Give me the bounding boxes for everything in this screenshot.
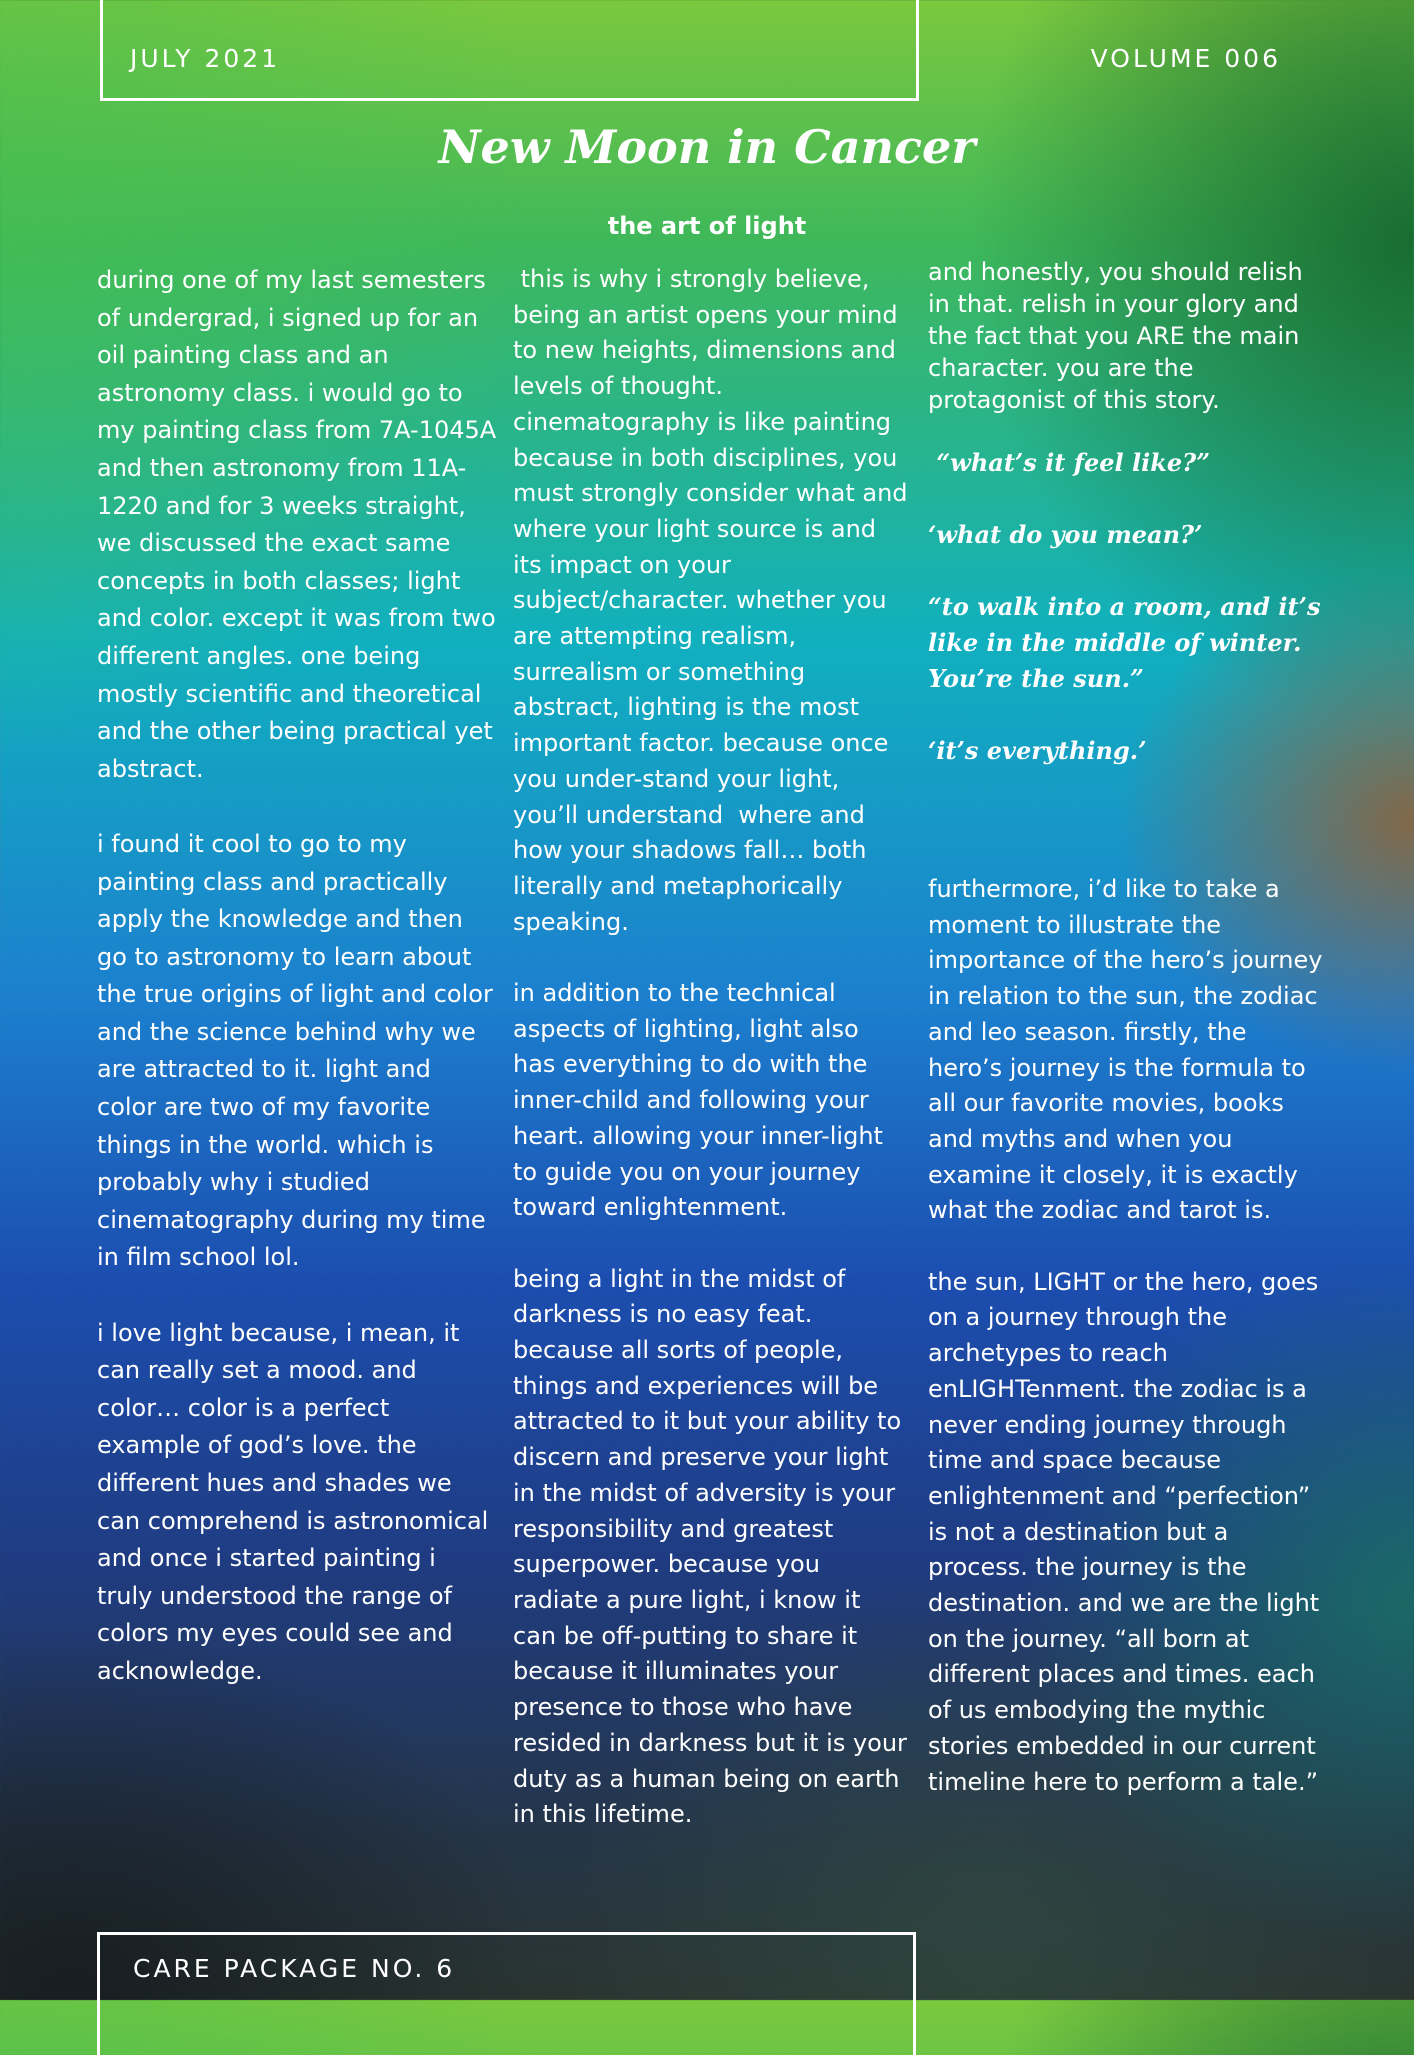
issue-volume: VOLUME 006 [1090,44,1281,73]
column-3-intro-paragraph: and honestly, you should relish in that. relish in your glory and the fact that you ARE the main character. you are the protagonist of this story. [928,258,1303,414]
footer-label: CARE PACKAGE NO. 6 [133,1954,456,1983]
page-subtitle: the art of light [607,212,807,240]
footer-frame [97,1932,916,2055]
issue-date: JULY 2021 [130,44,281,73]
column-2 [513,262,916,1833]
dialogue-quotes [928,445,1338,805]
column-3-intro [928,256,1328,416]
quote-1: “what’s it feel like?” [928,448,1211,477]
column-1-paragraph-2: i found it cool to go to my painting class and practically apply the knowledge and then go to astronomy to learn about the true origins of light and color and the science behind why we are attracted to it. light and color are two of my favorite things in the world. which is probably why i studied cinematography during my time in film school lol. [97,829,493,1272]
column-1-paragraph-3: i love light because, i mean, it can really set a mood. and color… color is a perfect example of god’s love. the different hues and shades we can comprehend is astronomical and once i started painting i truly understood the range of colors my eyes could see and acknowledge. [97,1318,489,1685]
quote-4: ‘it’s everything.’ [928,736,1147,765]
column-1 [97,262,497,1691]
page-title: New Moon in Cancer [438,120,976,174]
column-3-paragraph-2: furthermore, i’d like to take a moment to illustrate the importance of the hero’s journey in relation to the sun, the zodiac and leo season. firstly, the hero’s journey is the formula to all our favorite movies, books and myths and when you examine it closely, it is exactly what the zodiac and tarot is. [928,875,1323,1225]
column-3 [928,872,1328,1800]
column-2-paragraph-1: this is why i strongly believe, being an artist opens your mind to new heights, dimensions and levels of thought. cinematography is like painting because in both disciplines, you must strongly consider what and where your light source is and its impact on your subject/character. whether you are attempting realism, surrealism or something abstract, lighting is the most important factor. because once you under-stand your light, you’ll understand where and how your shadows fall… both literally and metaphorically speaking. [513,265,916,936]
column-2-paragraph-2: in addition to the technical aspects of lighting, light also has everything to do with the inner-child and following your heart. allowing your inner-light to guide you on your journey toward enlightenment. [513,979,883,1222]
column-1-paragraph-1: during one of my last semesters of undergrad, i signed up for an oil painting class and an astronomy class. i would go to my painting class from 7A-1045A and then astronomy from 11A-1220 and for 3 weeks straight, we discussed the exact same concepts in both classes; light and color. except it was from two different angles. one being mostly scientific and theoretical and the other being practical yet abstract. [97,266,497,783]
quote-2: ‘what do you mean?’ [928,520,1203,549]
column-2-paragraph-3: being a light in the midst of darkness is no easy feat. because all sorts of people, things and experiences will be attracted to it but your ability to discern and preserve your light in the midst of adversity is your responsibility and greatest superpower. because you radiate a pure light, i know it can be off-putting to share it because it illuminates your presence to those who have resided in darkness but it is your duty as a human being on earth in this lifetime. [513,1264,907,1829]
column-3-paragraph-3: the sun, LIGHT or the hero, goes on a journey through the archetypes to reach enLIGHTenment. the zodiac is a never ending journey through time and space because enlightenment and “perfection” is not a destination but a process. the journey is the destination. and we are the light on the journey. “all born at different places and times. each of us embodying the mythic stories embedded in our current timeline here to perform a tale.” [928,1267,1320,1796]
quote-3: “to walk into a room, and it’s like in the middle of winter. You’re the sun.” [928,592,1321,693]
